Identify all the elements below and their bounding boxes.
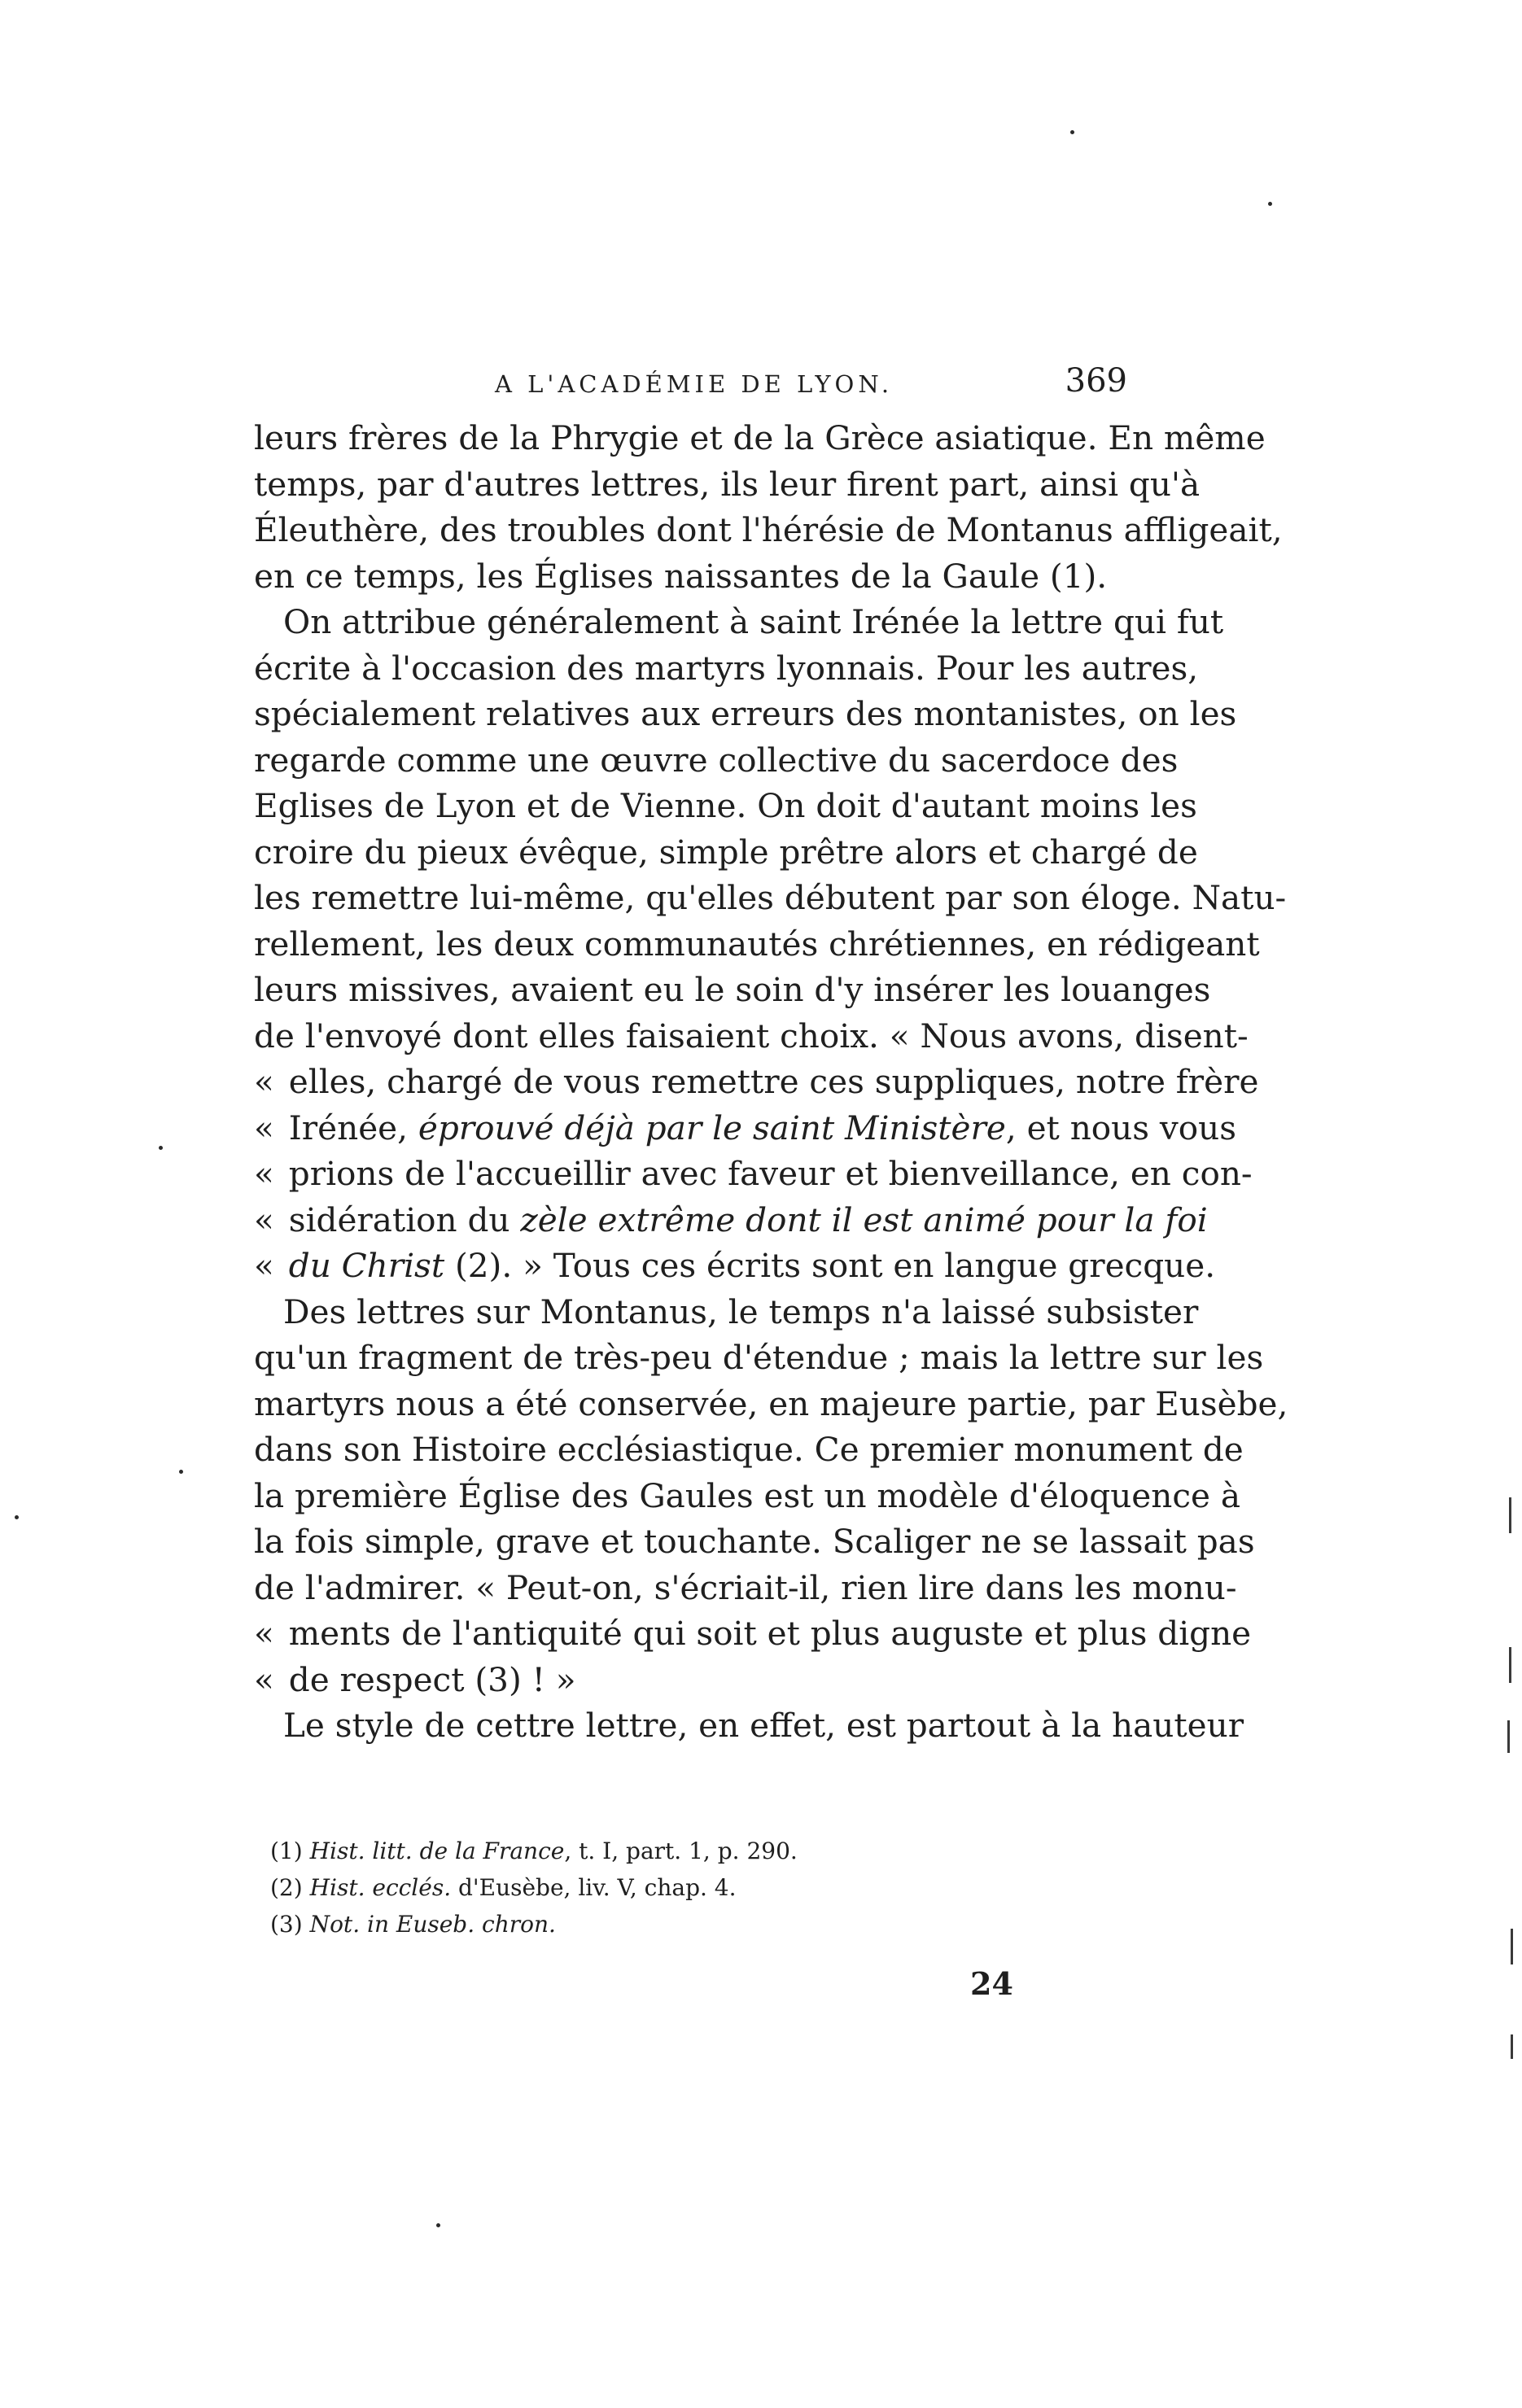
text-line: la première Église des Gaules est un modèle d'éloquence à xyxy=(254,1475,1240,1515)
scan-edge-mark xyxy=(1509,1647,1511,1683)
quote-line xyxy=(254,1197,1208,1243)
text-line: martyrs nous a été conservée, en majeure partie, par Eusèbe, xyxy=(254,1383,1288,1423)
quote-line xyxy=(254,1657,1131,1703)
quote-marker: « xyxy=(254,1200,274,1239)
text-line: de l'envoyé dont elles faisaient choix. « Nous avons, disent- xyxy=(254,1016,1249,1055)
text-line: On attribue généralement à saint Irénée la lettre qui fut xyxy=(283,602,1224,641)
quote-text: elles, chargé de vous remettre ces suppliques, notre frère xyxy=(288,1062,1259,1101)
text-line: les remettre lui-même, qu'elles débutent par son éloge. Natu- xyxy=(254,878,1287,917)
footnote-title: Hist. litt. de la France xyxy=(309,1838,565,1864)
quote-text: sidération du xyxy=(288,1200,521,1239)
signature-mark: 24 xyxy=(970,1965,1013,2002)
scan-speck xyxy=(159,1146,163,1150)
text-line: Le style de cettre lettre, en effet, est partout à la hauteur xyxy=(283,1706,1244,1745)
body-text xyxy=(254,415,1288,1749)
quote-line xyxy=(254,1059,1259,1105)
scan-speck xyxy=(1268,202,1272,206)
footnote-title: Not. in Euseb. chron. xyxy=(309,1911,556,1938)
footnote xyxy=(270,1833,1003,1869)
text-line: spécialement relatives aux erreurs des montanistes, on les xyxy=(254,694,1237,733)
text-line: croire du pieux évêque, simple prêtre alors et chargé de xyxy=(254,832,1198,872)
quote-text: Irénée, xyxy=(288,1108,418,1147)
footnote-number: (2) xyxy=(270,1874,303,1901)
text-line: rellement, les deux communautés chrétiennes, en rédigeant xyxy=(254,924,1260,964)
scan-speck xyxy=(436,2223,440,2227)
quote-text: ments de l'antiquité qui soit et plus auguste et plus digne xyxy=(288,1614,1252,1653)
footnote-number: (3) xyxy=(270,1911,303,1938)
page-number: 369 xyxy=(1065,362,1127,400)
scan-edge-mark xyxy=(1511,1929,1513,1964)
scan-speck xyxy=(1070,130,1074,134)
quote-italic: éprouvé déjà par le saint Ministère xyxy=(418,1108,1006,1147)
text-line: écrite à l'occasion des martyrs lyonnais. Pour les autres, xyxy=(254,648,1199,688)
text-line: regarde comme une œuvre collective du sacerdoce des xyxy=(254,740,1179,780)
quote-line xyxy=(254,1105,1237,1152)
footnote-number: (1) xyxy=(270,1838,303,1864)
page-header xyxy=(260,362,1127,411)
quote-text: prions de l'accueillir avec faveur et bienveillance, en con- xyxy=(288,1154,1253,1193)
quote-line xyxy=(254,1151,1253,1197)
quote-text: (2). » Tous ces écrits sont en langue grecque. xyxy=(444,1246,1216,1285)
footnote-text: , t. I, part. 1, p. 290. xyxy=(564,1838,798,1864)
scan-edge-mark xyxy=(1507,1720,1510,1753)
footnote-text: d'Eusèbe, liv. V, chap. 4. xyxy=(451,1874,737,1901)
quote-line xyxy=(254,1610,1252,1657)
quote-marker: « xyxy=(254,1154,274,1193)
text-line: Éleuthère, des troubles dont l'hérésie de Montanus affligeait, xyxy=(254,510,1283,549)
text-line: la fois simple, grave et touchante. Scaliger ne se lassait pas xyxy=(254,1522,1255,1561)
quote-marker: « xyxy=(254,1659,274,1699)
scan-speck xyxy=(179,1470,183,1474)
quote-marker: « xyxy=(254,1108,274,1147)
quote-italic: du Christ xyxy=(288,1246,445,1285)
scan-edge-mark xyxy=(1511,2034,1513,2059)
quote-marker: « xyxy=(254,1246,274,1285)
quote-line xyxy=(254,1243,1216,1289)
footnote xyxy=(270,1869,1003,1906)
text-line: dans son Histoire ecclésiastique. Ce premier monument de xyxy=(254,1430,1244,1469)
footnote xyxy=(270,1906,1003,1943)
running-head: A L'ACADÉMIE DE LYON. xyxy=(494,370,894,398)
footnotes xyxy=(270,1833,1003,1943)
text-line: temps, par d'autres lettres, ils leur firent part, ainsi qu'à xyxy=(254,464,1201,504)
quote-italic: zèle extrême dont il est animé pour la foi xyxy=(520,1200,1208,1239)
text-line: leurs missives, avaient eu le soin d'y insérer les louanges xyxy=(254,970,1211,1009)
quote-marker: « xyxy=(254,1614,274,1653)
text-line: de l'admirer. « Peut-on, s'écriait-il, rien lire dans les monu- xyxy=(254,1567,1237,1607)
quote-text: de respect (3) ! » xyxy=(288,1659,576,1699)
scan-speck xyxy=(15,1515,19,1519)
quote-marker: « xyxy=(254,1062,274,1101)
text-line: Eglises de Lyon et de Vienne. On doit d'autant moins les xyxy=(254,786,1197,825)
scan-edge-mark xyxy=(1509,1497,1511,1533)
footnote-title: Hist. ecclés. xyxy=(309,1874,452,1901)
text-line: Des lettres sur Montanus, le temps n'a laissé subsister xyxy=(283,1291,1199,1331)
quote-text: , et nous vous xyxy=(1005,1108,1237,1147)
text-line: leurs frères de la Phrygie et de la Grèce asiatique. En même xyxy=(254,418,1266,457)
text-line: qu'un fragment de très-peu d'étendue ; mais la lettre sur les xyxy=(254,1338,1264,1377)
text-line: en ce temps, les Églises naissantes de la Gaule (1). xyxy=(254,556,1108,596)
